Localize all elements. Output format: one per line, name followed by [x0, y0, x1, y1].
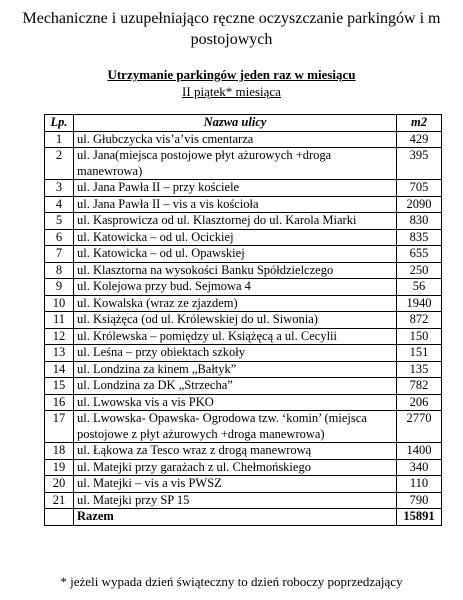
row-number: 3: [45, 180, 74, 197]
street-name: ul. Łąkowa za Tesco wraz z drogą manewrową: [74, 443, 397, 460]
area-value: 2090: [397, 196, 442, 213]
row-number: 4: [45, 196, 74, 213]
row-number: 5: [45, 213, 74, 230]
row-number: 15: [45, 378, 74, 395]
street-name: ul. Londzina za DK „Strzecha”: [74, 378, 397, 395]
street-name: ul. Jana(miejsca postojowe płyt ażurowych +droga manewrowa): [74, 148, 397, 180]
table-row: [45, 361, 442, 378]
row-number: 11: [45, 312, 74, 329]
table-row: [45, 345, 442, 362]
row-number: 21: [45, 492, 74, 509]
table-row: [45, 394, 442, 411]
table-row: [45, 295, 442, 312]
title-line-1: Mechaniczne i uzupełniająco ręczne oczyszczanie parkingów i m: [22, 10, 441, 27]
document-title: [0, 8, 463, 50]
table-row: [45, 148, 442, 180]
header-m2: m2: [397, 115, 442, 132]
street-name: ul. Kowalska (wraz ze zjazdem): [74, 295, 397, 312]
row-number: 2: [45, 148, 74, 180]
table-row: [45, 328, 442, 345]
row-number: 12: [45, 328, 74, 345]
table-row: [45, 196, 442, 213]
area-value: 790: [397, 492, 442, 509]
table-header-row: [45, 115, 442, 132]
table-row: [45, 411, 442, 443]
street-name: ul. Katowicka – od ul. Opawskiej: [74, 246, 397, 263]
total-lp-cell: [45, 509, 74, 526]
street-name: ul. Katowicka – od ul. Ocickiej: [74, 229, 397, 246]
table-row: [45, 131, 442, 148]
area-value: 110: [397, 476, 442, 493]
area-value: 56: [397, 279, 442, 296]
area-value: 395: [397, 148, 442, 180]
total-value: 15891: [397, 509, 442, 526]
table-row: [45, 180, 442, 197]
table-row: [45, 229, 442, 246]
area-value: 2770: [397, 411, 442, 443]
street-name: ul. Matejki przy SP 15: [74, 492, 397, 509]
street-name: ul. Głubczycka vis’a’vis cmentarza: [74, 131, 397, 148]
table-row: [45, 459, 442, 476]
row-number: 19: [45, 459, 74, 476]
row-number: 18: [45, 443, 74, 460]
area-value: 135: [397, 361, 442, 378]
row-number: 16: [45, 394, 74, 411]
area-value: 782: [397, 378, 442, 395]
area-value: 830: [397, 213, 442, 230]
table-row: [45, 262, 442, 279]
street-name: ul. Jana Pawła II – przy kościele: [74, 180, 397, 197]
street-name: ul. Kolejowa przy bud. Sejmowa 4: [74, 279, 397, 296]
row-number: 10: [45, 295, 74, 312]
footnote: * jeżeli wypada dzień świąteczny to dzień roboczy poprzedzający: [60, 574, 403, 589]
table-row: [45, 492, 442, 509]
area-value: 835: [397, 229, 442, 246]
total-row: [45, 509, 442, 526]
area-value: 1400: [397, 443, 442, 460]
street-name: ul. Kasprowicza od ul. Klasztornej do ul. Karola Miarki: [74, 213, 397, 230]
street-name: ul. Jana Pawła II – vis a vis kościoła: [74, 196, 397, 213]
row-number: 20: [45, 476, 74, 493]
table-row: [45, 246, 442, 263]
area-value: 872: [397, 312, 442, 329]
street-name: ul. Lwowska vis a vis PKO: [74, 394, 397, 411]
street-name: ul. Matejki przy garażach z ul. Chełmońskiego: [74, 459, 397, 476]
table-row: [45, 443, 442, 460]
street-name: ul. Klasztorna na wysokości Banku Spółdzielczego: [74, 262, 397, 279]
row-number: 8: [45, 262, 74, 279]
street-name: ul. Londzina za kinem „Bałtyk”: [74, 361, 397, 378]
header-street: Nazwa ulicy: [74, 115, 397, 132]
section-subtitle: Utrzymanie parkingów jeden raz w miesiącu: [107, 67, 356, 82]
street-name: ul. Leśna – przy obiektach szkoły: [74, 345, 397, 362]
area-value: 1940: [397, 295, 442, 312]
total-label: Razem: [74, 509, 397, 526]
area-value: 206: [397, 394, 442, 411]
row-number: 17: [45, 411, 74, 443]
table-row: [45, 476, 442, 493]
parking-table: [44, 114, 442, 526]
area-value: 429: [397, 131, 442, 148]
row-number: 9: [45, 279, 74, 296]
table-row: [45, 213, 442, 230]
schedule-note: II piątek* miesiąca: [182, 84, 281, 99]
title-line-2: postojowych: [190, 31, 273, 48]
row-number: 6: [45, 229, 74, 246]
row-number: 13: [45, 345, 74, 362]
table-row: [45, 279, 442, 296]
area-value: 250: [397, 262, 442, 279]
table-row: [45, 378, 442, 395]
street-name: ul. Książęca (od ul. Królewskiej do ul. Siwonia): [74, 312, 397, 329]
row-number: 1: [45, 131, 74, 148]
area-value: 655: [397, 246, 442, 263]
row-number: 14: [45, 361, 74, 378]
area-value: 151: [397, 345, 442, 362]
header-lp: Lp.: [45, 115, 74, 132]
street-name: ul. Lwowska- Opawska- Ogrodowa tzw. ‘komin’ (miejsca postojowe z płyt ażurowych +droga manewrowa): [74, 411, 397, 443]
area-value: 340: [397, 459, 442, 476]
table-row: [45, 312, 442, 329]
street-name: ul. Królewska – pomiędzy ul. Książęcą a ul. Cecylii: [74, 328, 397, 345]
area-value: 705: [397, 180, 442, 197]
street-name: ul. Matejki – vis a vis PWSZ: [74, 476, 397, 493]
row-number: 7: [45, 246, 74, 263]
area-value: 150: [397, 328, 442, 345]
